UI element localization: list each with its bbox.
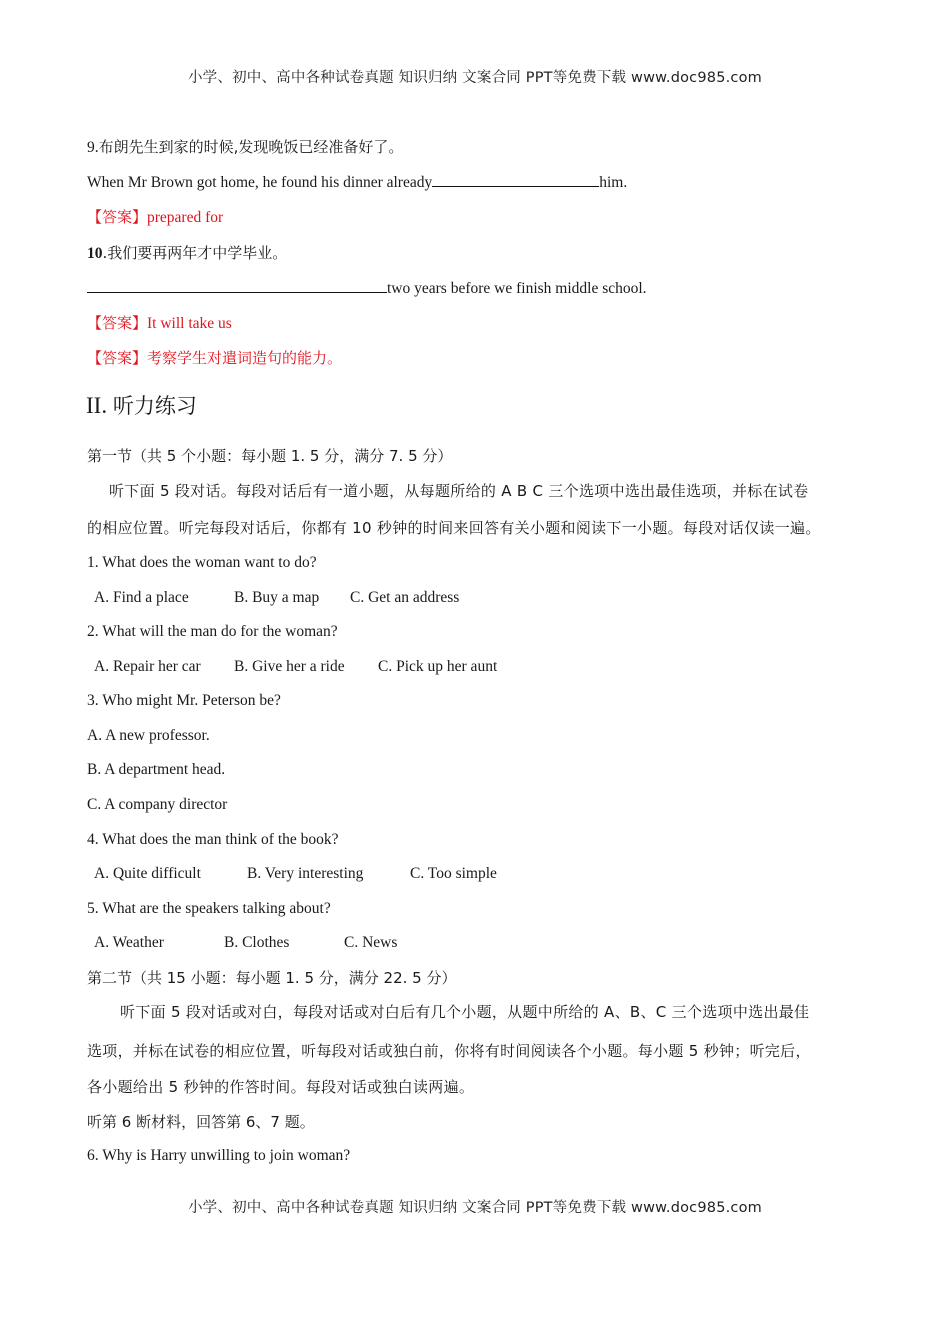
part1-instructions-line1: 听下面 5 段对话。每段对话后有一道小题，从每题所给的 A B C 三个选项中选出最佳选项，并标在试卷 <box>109 482 809 500</box>
option-a[interactable]: A. Repair her car <box>94 658 201 675</box>
q9-number: 9. <box>87 139 99 156</box>
question-2-options <box>94 657 497 677</box>
question-2: 2. What will the man do for the woman? <box>87 623 338 640</box>
question-5-options <box>94 933 397 953</box>
q9-answer-label: 【答案】 <box>87 208 148 226</box>
q9-blank[interactable] <box>432 172 599 187</box>
q10-answer-text: It will take us <box>147 315 232 332</box>
part1-heading: 第一节（共 5 个小题：每小题 1. 5 分，满分 7. 5 分） <box>87 447 453 465</box>
question-3-option-b[interactable]: B. A department head. <box>87 761 226 778</box>
q9-chinese: 布朗先生到家的时候,发现晚饭已经准备好了。 <box>98 138 404 156</box>
part2-material: 听第 6 断材料，回答第 6、7 题。 <box>87 1113 315 1131</box>
option-b[interactable]: B. Very interesting <box>247 865 364 882</box>
question-3: 3. Who might Mr. Peterson be? <box>87 692 281 709</box>
q10-note-text: 考察学生对遣词造句的能力。 <box>147 349 343 367</box>
question-4-options <box>94 864 497 884</box>
question-1-options <box>94 588 459 608</box>
section-heading <box>86 392 197 420</box>
q9-text-before: When Mr Brown got home, he found his dinner already <box>87 174 433 191</box>
option-b[interactable]: B. Buy a map <box>234 589 320 606</box>
option-c[interactable]: C. Pick up her aunt <box>378 658 498 675</box>
page-header: 小学、初中、高中各种试卷真题 知识归纳 文案合同 PPT等免费下载 www.doc985.com <box>187 70 763 86</box>
q9-answer-text: prepared for <box>147 209 224 226</box>
part2-instructions-line3: 各小题给出 5 秒钟的作答时间。每段对话或独白读两遍。 <box>87 1078 475 1096</box>
q9-prompt <box>87 137 403 158</box>
part2-instructions-line1: 听下面 5 段对话或对白，每段对话或对白后有几个小题，从题中所给的 A、B、C 三个选项中选出最佳 <box>120 1003 810 1021</box>
q10-note-label: 【答案】 <box>87 349 148 367</box>
q9-sentence <box>87 172 627 193</box>
question-3-option-c[interactable]: C. A company director <box>87 796 228 813</box>
q10-answer <box>87 313 232 334</box>
option-c[interactable]: C. Too simple <box>410 865 497 882</box>
q10-prompt <box>87 243 287 264</box>
q10-answer-label: 【答案】 <box>87 314 148 332</box>
option-b[interactable]: B. Give her a ride <box>234 658 345 675</box>
q10-blank[interactable] <box>87 278 387 293</box>
part2-instructions-line2: 选项，并标在试卷的相应位置，听每段对话或独白前，你将有时间阅读各个小题。每小题 5 秒钟；听完后， <box>87 1042 811 1060</box>
part1-instructions-line2: 的相应位置。听完每段对话后，你都有 10 秒钟的时间来回答有关小题和阅读下一小题。每段对话仅读一遍。 <box>87 519 821 537</box>
option-a[interactable]: A. Weather <box>94 934 164 951</box>
question-6: 6. Why is Harry unwilling to join woman? <box>87 1147 351 1164</box>
section-number: II. <box>86 393 108 418</box>
option-a[interactable]: A. Find a place <box>94 589 189 606</box>
section-title: 听力练习 <box>112 394 197 418</box>
option-c[interactable]: C. News <box>344 934 398 951</box>
option-c[interactable]: C. Get an address <box>350 589 460 606</box>
question-1: 1. What does the woman want to do? <box>87 554 317 571</box>
question-5: 5. What are the speakers talking about? <box>87 900 331 917</box>
part2-heading: 第二节（共 15 小题：每小题 1. 5 分，满分 22. 5 分） <box>87 969 457 987</box>
question-3-option-a[interactable]: A. A new professor. <box>87 727 210 744</box>
q9-text-after: him. <box>599 174 628 191</box>
option-a[interactable]: A. Quite difficult <box>94 865 201 882</box>
option-b[interactable]: B. Clothes <box>224 934 290 951</box>
q9-answer <box>87 207 223 228</box>
q10-sentence <box>87 278 647 299</box>
q10-chinese: .我们要再两年才中学毕业。 <box>102 244 288 262</box>
q10-number: 10 <box>87 245 103 262</box>
q10-text-after: two years before we finish middle school. <box>387 280 647 297</box>
question-4: 4. What does the man think of the book? <box>87 831 339 848</box>
q10-note <box>87 348 342 369</box>
page-footer: 小学、初中、高中各种试卷真题 知识归纳 文案合同 PPT等免费下载 www.doc985.com <box>187 1200 763 1216</box>
